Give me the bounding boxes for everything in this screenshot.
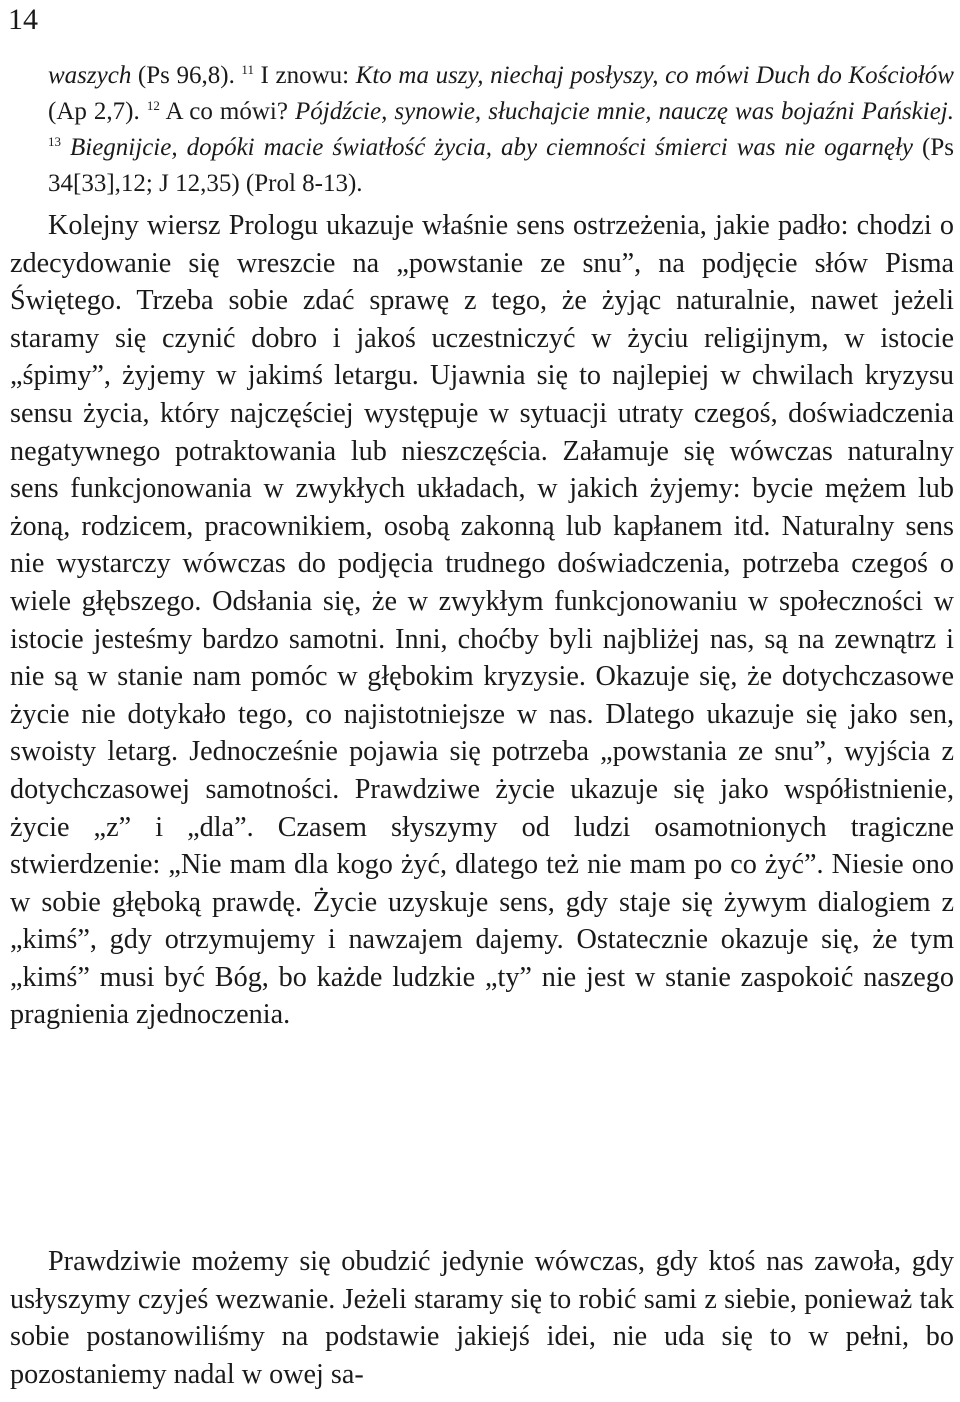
quote-text: waszych (48, 62, 132, 89)
quote-reference: (Ps 34[33],12; J 12,35) (Prol 8-13). (48, 134, 954, 197)
verse-number: 11 (241, 62, 254, 77)
quote-text: Kto ma uszy, niechaj posłyszy, co mówi Duch do Kościołów (355, 62, 954, 89)
quote-text: Pójdźcie, synowie, słuchajcie mnie, nauczę was bojaźni Pańskiej. (295, 98, 955, 125)
quote-text: A co mówi? (159, 98, 295, 125)
quote-reference: (Ps 96,8). (131, 62, 242, 89)
paragraph-text: Prawdziwie możemy się obudzić jedynie wówczas, gdy ktoś nas zawoła, gdy usłyszymy czyjeś wezwanie. Jeżeli staramy się to robić sami z siebie, ponieważ tak sobie postanowiliśmy na podstawie jakiejś idei, nie uda się to w pełni, bo pozostaniemy nadal w owej sa- (10, 1246, 954, 1390)
verse-number: 12 (146, 98, 160, 113)
paragraph-text: Kolejny wiersz Prologu ukazuje właśnie sens ostrzeżenia, jakie padło: chodzi o zdecydowanie się wreszcie na „powstanie ze snu”, na podjęcie słów Pisma Świętego. Trzeba sobie zdać sprawę z tego, że żyjąc naturalnie, nawet jeżeli staramy się czynić dobro i jakoś uczestniczyć w życiu religijnym, w istocie „śpimy”, żyjemy w jakimś letargu. Ujawnia się to najlepiej w chwilach kryzysu sensu życia, który najczęściej występuje w sytuacji utraty czegoś, doświadczenia negatywnego potraktowania lub nieszczęścia. Załamuje się wówczas naturalny sens funkcjonowania w zwykłych układach, w jakich żyjemy: bycie mężem lub żoną, rodzicem, pracownikiem, osobą zakonną lub kapłanem itd. Naturalny sens nie wystarczy wówczas do podjęcia trudnego doświadczenia, potrzeba czegoś o wiele głębszego. Odsłania się, że w zwykłym funkcjonowaniu w społeczności w istocie jesteśmy bardzo samotni. Inni, choćby byli najbliżej nas, są na zewnątrz i nie są w stanie nam pomóc w głębokim kryzysie. Okazuje się, że dotychczasowe życie nie dotykało tego, co najistotniejsze w nas. Dlatego ukazuje się jako sen, swoisty letarg. Jednocześnie pojawia się potrzeba „powstania ze snu”, wyjścia z dotychczasowej samotności. Prawdziwe życie ukazuje się jako współistnienie, życie „z” i „dla”. Czasem słyszymy od ludzi osamotnionych tragiczne stwierdzenie: „Nie mam dla kogo żyć, dlatego też nie mam po co żyć”. Niesie ono w sobie głęboką prawdę. Życie uzyskuje sens, gdy staje się żywym dialogiem z „kimś”, gdy otrzymujemy i nawzajem dajemy. Ostatecznie okazuje się, że tym „kimś” musi być Bóg, bo każde ludzkie „ty” nie jest w stanie zaspokoić naszego pragnienia zjednoczenia. (10, 210, 954, 1031)
quote-text: Biegnijcie, dopóki macie światłość życia, aby ciemności śmierci was nie ogarnęły (61, 134, 914, 161)
verse-number: 13 (48, 134, 61, 149)
body-paragraph (10, 207, 954, 1034)
body-paragraph (10, 1243, 954, 1393)
quote-text: I znowu: (253, 62, 356, 89)
quote-reference: (Ap 2,7). (48, 98, 147, 125)
quotation-block (48, 58, 954, 202)
page-number: 14 (8, 3, 38, 36)
